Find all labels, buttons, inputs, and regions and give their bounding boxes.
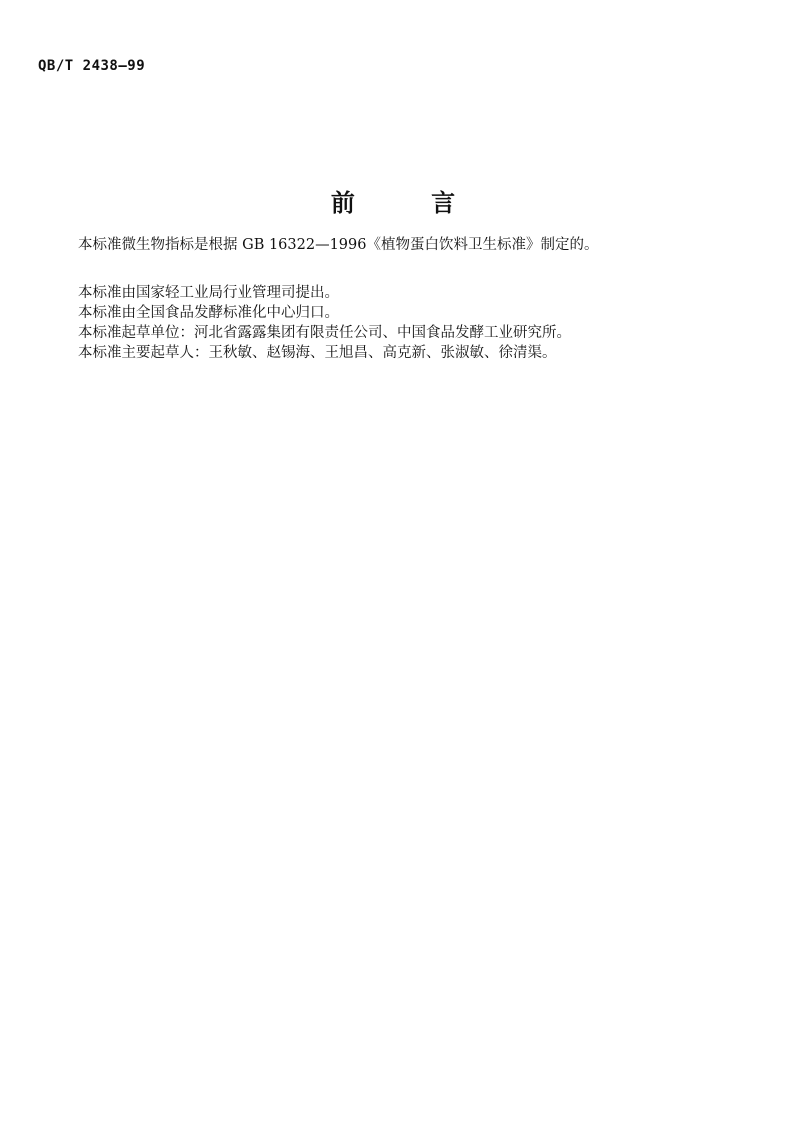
paragraph-proposed-by: 本标准由国家轻工业局行业管理司提出。 [78, 285, 339, 301]
paragraph-microbial-basis: 本标准微生物指标是根据 GB 16322—1996《植物蛋白饮料卫生标准》制定的。 [78, 237, 599, 253]
standard-code: QB/T 2438—99 [38, 58, 146, 74]
paragraph-drafters: 本标准主要起草人：王秋敏、赵锡海、王旭昌、高克新、张淑敏、徐清渠。 [78, 345, 557, 361]
paragraph-centralized-by: 本标准由全国食品发酵标准化中心归口。 [78, 305, 339, 321]
page-title: 前 言 [330, 188, 490, 217]
paragraph-drafting-units: 本标准起草单位：河北省露露集团有限责任公司、中国食品发酵工业研究所。 [78, 325, 571, 341]
